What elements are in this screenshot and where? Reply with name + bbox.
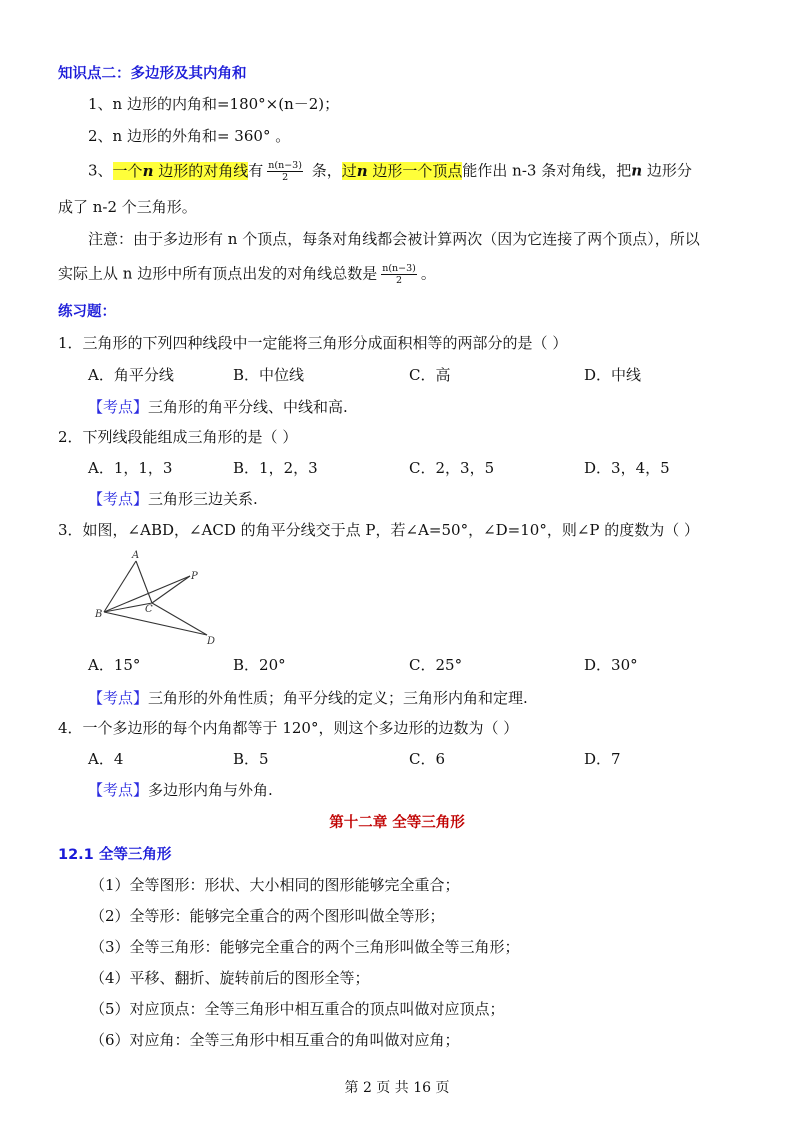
note-line-2	[58, 263, 436, 286]
highlight-vertex	[342, 162, 463, 180]
segment-bd	[104, 612, 207, 635]
label-d: D	[207, 636, 216, 647]
option-b: B．1，2，3	[233, 459, 318, 477]
fraction	[267, 160, 303, 183]
hl-text: 边形一个顶点	[367, 161, 463, 180]
label-a: A	[132, 550, 140, 561]
text: 。	[420, 264, 436, 283]
fraction-denominator: 2	[396, 275, 403, 286]
kaodian-text: 三角形的外角性质；角平分线的定义；三角形内角和定理.	[148, 689, 528, 707]
kaodian	[88, 688, 528, 708]
option-d: D．7	[584, 750, 621, 768]
kaodian-label: 【考点】	[88, 781, 149, 799]
segment-cd	[152, 603, 207, 635]
question-stem: 3．如图，∠ABD，∠ACD 的角平分线交于点 P，若∠A=50°，∠D=10°，则∠P 的度数为（ ）	[58, 521, 700, 539]
option-a: A．15°	[88, 656, 141, 674]
section-title: 12.1 全等三角形	[58, 847, 172, 863]
option-d: D．30°	[584, 656, 638, 674]
fraction-numerator: n(n−3)	[268, 160, 302, 171]
label-b: B	[95, 609, 103, 620]
var-n: n	[142, 161, 154, 180]
rule-interior-angle-sum: 1、n 边形的内角和=180°×(n－2)；	[88, 95, 340, 113]
kaodian-text: 三角形三边关系.	[148, 490, 258, 508]
var-n: n	[631, 161, 643, 180]
hl-text: 边形的对角线	[153, 161, 249, 180]
list-item: （4）平移、翻折、旋转前后的图形全等；	[90, 969, 370, 987]
option-a: A．1，1，3	[88, 459, 173, 477]
kaodian-text: 多边形内角与外角.	[148, 781, 273, 799]
fraction	[381, 263, 417, 286]
list-item: （2）全等形：能够完全重合的两个图形叫做全等形；	[90, 907, 445, 925]
kaodian-text: 三角形的角平分线、中线和高.	[148, 398, 348, 416]
fraction-denominator: 2	[282, 172, 289, 183]
rule-diagonals	[88, 160, 692, 183]
segment-ab	[104, 561, 136, 612]
rule-exterior-angle-sum: 2、n 边形的外角和= 360° 。	[88, 127, 291, 145]
chapter-title: 第十二章 全等三角形	[329, 815, 465, 831]
option-a: A．4	[88, 750, 124, 768]
option-c: C．6	[409, 750, 446, 768]
option-d: D．中线	[584, 366, 642, 384]
geometry-figure	[90, 548, 220, 650]
option-c: C．25°	[409, 656, 463, 674]
section-heading: 知识点二：多边形及其内角和	[58, 66, 247, 82]
var-n: n	[356, 161, 368, 180]
label-c: C	[145, 604, 153, 615]
text: 能作出 n-3 条对角线，把	[462, 161, 632, 180]
option-b: B．5	[233, 750, 269, 768]
question-stem: 4．一个多边形的每个内角都等于 120°，则这个多边形的边数为（ ）	[58, 719, 519, 737]
segment-ac	[136, 561, 152, 603]
kaodian	[88, 489, 258, 509]
text: 条，	[306, 161, 342, 180]
option-d: D．3，4，5	[584, 459, 670, 477]
list-item: （5）对应顶点：全等三角形中相互重合的顶点叫做对应顶点；	[90, 1000, 505, 1018]
label-p: P	[191, 571, 198, 582]
question-stem: 1．三角形的下列四种线段中一定能将三角形分成面积相等的两部分的是（ ）	[58, 334, 568, 352]
kaodian	[88, 397, 348, 417]
rule-diagonals-cont: 成了 n-2 个三角形。	[58, 198, 197, 216]
option-b: B．20°	[233, 656, 286, 674]
kaodian-label: 【考点】	[88, 689, 149, 707]
question-stem: 2．下列线段能组成三角形的是（ ）	[58, 428, 298, 446]
kaodian-label: 【考点】	[88, 490, 149, 508]
kaodian-label: 【考点】	[88, 398, 149, 416]
text: 有	[248, 161, 264, 180]
item-number: 3、	[88, 161, 113, 180]
list-item: （1）全等图形：形状、大小相同的图形能够完全重合；	[90, 876, 460, 894]
text: 边形分	[642, 161, 692, 180]
list-item: （6）对应角：全等三角形中相互重合的角叫做对应角；	[90, 1031, 460, 1049]
option-a: A．角平分线	[88, 366, 174, 384]
text: 实际上从 n 边形中所有顶点出发的对角线总数是	[58, 264, 378, 283]
hl-text: 过	[341, 161, 357, 180]
fraction-numerator: n(n−3)	[382, 263, 416, 274]
list-item: （3）全等三角形：能够完全重合的两个三角形叫做全等三角形；	[90, 938, 520, 956]
practice-heading: 练习题：	[58, 304, 116, 320]
option-b: B．中位线	[233, 366, 305, 384]
highlight-diagonal-count	[113, 162, 249, 180]
option-c: C．高	[409, 366, 451, 384]
option-c: C．2，3，5	[409, 459, 495, 477]
kaodian	[88, 780, 273, 800]
note-line-1: 注意：由于多边形有 n 个顶点，每条对角线都会被计算两次（因为它连接了两个顶点），所以	[88, 230, 700, 248]
page-footer: 第 2 页 共 16 页	[344, 1080, 450, 1096]
hl-text: 一个	[112, 161, 143, 180]
